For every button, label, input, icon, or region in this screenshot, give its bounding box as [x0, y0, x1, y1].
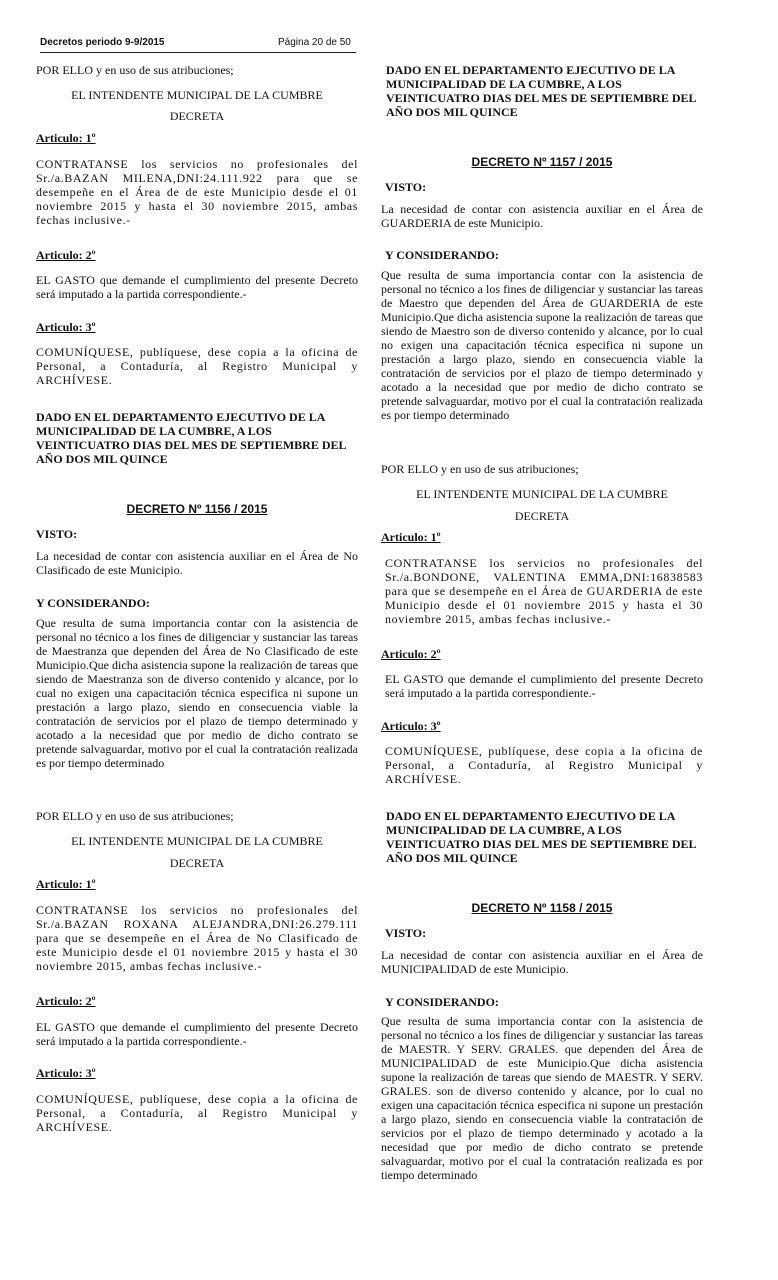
dado-statement: DADO EN EL DEPARTAMENTO EJECUTIVO DE LA MUNICIPALIDAD DE LA CUMBRE, A LOS VEINTICUATRO DIAS DEL MES DE SEPTIEMBRE DEL AÑO DOS MIL QUINCE — [386, 63, 696, 119]
articulo-1-label: Articulo: 1º — [381, 530, 441, 544]
visto-label: VISTO: — [385, 926, 427, 940]
decreto-1156-title: DECRETO Nº 1156 / 2015 — [126, 502, 268, 516]
document-title: Decretos periodo 9-9/2015 — [40, 37, 165, 48]
considerando-text: Que resulta de suma importancia contar con la asistencia de personal no técnico a los fines de diligenciar y sustanciar las tareas de MAESTR. Y SERV. GRALES. que dependen del Área de MUNICIPALIDAD de este Municipio.Que dicha asistencia supone la realización de tareas que siendo de MAESTR. Y SERV. GRALES. son de diverso contenido y alcance, por lo cual no exigen una capacitación técnica especifica ni supone un prestación a largo plazo, siendo en consecuencia viable la contratación de servicios por el plazo de tiempo determinado y acotado a la necesidad que por medio de dicho contrato se pretende salvaguardar, motivo por el cual la contratación realizada es por tiempo determinado — [381, 1014, 703, 1182]
visto-text: La necesidad de contar con asistencia auxiliar en el Área de No Clasificado de este Municipio. — [36, 549, 358, 577]
articulo-2-label: Articulo: 2º — [36, 248, 96, 262]
articulo-3-label: Articulo: 3º — [36, 320, 96, 334]
page-header — [40, 36, 356, 53]
visto-text: La necesidad de contar con asistencia auxiliar en el Área de MUNICIPALIDAD de este Municipio. — [381, 948, 703, 976]
intendente-heading: EL INTENDENTE MUNICIPAL DE LA CUMBRE — [71, 834, 323, 848]
considerando-text: Que resulta de suma importancia contar con la asistencia de personal no técnico a los fines de diligenciar y sustanciar las tareas de Maestro que dependen del Área de GUARDERIA de este Municipio.Que dicha asistencia supone la realización de tareas que siendo de Maestro son de diverso contenido y alcance, por lo cual no exigen una capacitación técnica especifica ni supone un prestación a largo plazo, siendo en consecuencia viable la contratación de servicios por el plazo de tiempo determinado y acotado a la necesidad que por medio de dicho contrato se pretende salvaguardar, motivo por el cual la contratación realizada es por tiempo determinado — [381, 268, 703, 422]
decreto-1158-title: DECRETO Nº 1158 / 2015 — [471, 901, 613, 915]
visto-text: La necesidad de contar con asistencia auxiliar en el Área de GUARDERIA de este Municipio. — [381, 202, 703, 230]
dado-statement: DADO EN EL DEPARTAMENTO EJECUTIVO DE LA MUNICIPALIDAD DE LA CUMBRE, A LOS VEINTICUATRO DIAS DEL MES DE SEPTIEMBRE DEL AÑO DOS MIL QUINCE — [386, 809, 696, 865]
decreta-heading: DECRETA — [169, 856, 225, 870]
articulo-2-label: Articulo: 2º — [36, 994, 96, 1008]
por-ello-text: POR ELLO y en uso de sus atribuciones; — [381, 462, 579, 476]
articulo-2-text: EL GASTO que demande el cumplimiento del presente Decreto será imputado a la partida correspondiente.- — [36, 1020, 358, 1048]
considerando-label: Y CONSIDERANDO: — [385, 248, 499, 262]
articulo-2-text: EL GASTO que demande el cumplimiento del presente Decreto será imputado a la partida correspondiente.- — [36, 273, 358, 301]
articulo-3-text: COMUNÍQUESE, publíquese, dese copia a la oficina de Personal, a Contaduría, al Registro Municipal y ARCHÍVESE. — [385, 744, 703, 786]
articulo-2-text: EL GASTO que demande el cumplimiento del presente Decreto será imputado a la partida correspondiente.- — [385, 672, 703, 700]
articulo-1-text: CONTRATANSE los servicios no profesionales del Sr./a.BAZAN MILENA,DNI:24.111.922 para que se desempeñe en el Área de de este Municipio desde el 01 noviembre 2015 y hasta el 30 noviembre 2015, ambas fechas inclusive.- — [36, 157, 358, 227]
articulo-1-text: CONTRATANSE los servicios no profesionales del Sr./a.BAZAN ROXANA ALEJANDRA,DNI:26.279.111 para que se desempeñe en el Área de No Clasificado de este Municipio desde el 01 noviembre 2015 y hasta el 30 noviembre 2015, ambas fechas inclusive.- — [36, 903, 358, 973]
page-number: Página 20 de 50 — [278, 37, 351, 48]
por-ello-text: POR ELLO y en uso de sus atribuciones; — [36, 63, 234, 77]
por-ello-text: POR ELLO y en uso de sus atribuciones; — [36, 809, 234, 823]
considerando-label: Y CONSIDERANDO: — [385, 995, 499, 1009]
articulo-3-text: COMUNÍQUESE, publíquese, dese copia a la oficina de Personal, a Contaduría, al Registro Municipal y ARCHÍVESE. — [36, 1092, 358, 1134]
intendente-heading: EL INTENDENTE MUNICIPAL DE LA CUMBRE — [71, 88, 323, 102]
visto-label: VISTO: — [385, 180, 427, 194]
articulo-1-text: CONTRATANSE los servicios no profesionales del Sr./a.BONDONE, VALENTINA EMMA,DNI:16838583 para que se desempeñe en el Área de GUARDERIA de este Municipio desde el 01 noviembre 2015 y hasta el 30 noviembre 2015, ambas fechas inclusive.- — [385, 556, 703, 626]
decreto-1157-title: DECRETO Nº 1157 / 2015 — [471, 155, 613, 169]
articulo-1-label: Articulo: 1º — [36, 131, 96, 145]
articulo-3-text: COMUNÍQUESE, publíquese, dese copia a la oficina de Personal, a Contaduría, al Registro Municipal y ARCHÍVESE. — [36, 345, 358, 387]
dado-statement: DADO EN EL DEPARTAMENTO EJECUTIVO DE LA MUNICIPALIDAD DE LA CUMBRE, A LOS VEINTICUATRO DIAS DEL MES DE SEPTIEMBRE DEL AÑO DOS MIL QUINCE — [36, 410, 346, 466]
articulo-1-label: Articulo: 1º — [36, 877, 96, 891]
considerando-label: Y CONSIDERANDO: — [36, 596, 150, 610]
decreta-heading: DECRETA — [514, 509, 570, 523]
decreta-heading: DECRETA — [169, 109, 225, 123]
considerando-text: Que resulta de suma importancia contar con la asistencia de personal no técnico a los fines de diligenciar y sustanciar las tareas de Maestranza que dependen del Área de No Clasificado de este Municipio.Que dicha asistencia supone la realización de tareas que siendo de Maestranza son de diverso contenido y alcance, por lo cual no exigen una capacitación técnica especifica ni supone un prestación a largo plazo, siendo en consecuencia viable la contratación de servicios por el plazo de tiempo determinado y acotado a la necesidad que por medio de dicho contrato se pretende salvaguardar, motivo por el cual la contratación realizada es por tiempo determinado — [36, 616, 358, 770]
visto-label: VISTO: — [36, 527, 78, 541]
intendente-heading: EL INTENDENTE MUNICIPAL DE LA CUMBRE — [416, 487, 668, 501]
articulo-2-label: Articulo: 2º — [381, 647, 441, 661]
articulo-3-label: Articulo: 3º — [381, 719, 441, 733]
articulo-3-label: Articulo: 3º — [36, 1066, 96, 1080]
